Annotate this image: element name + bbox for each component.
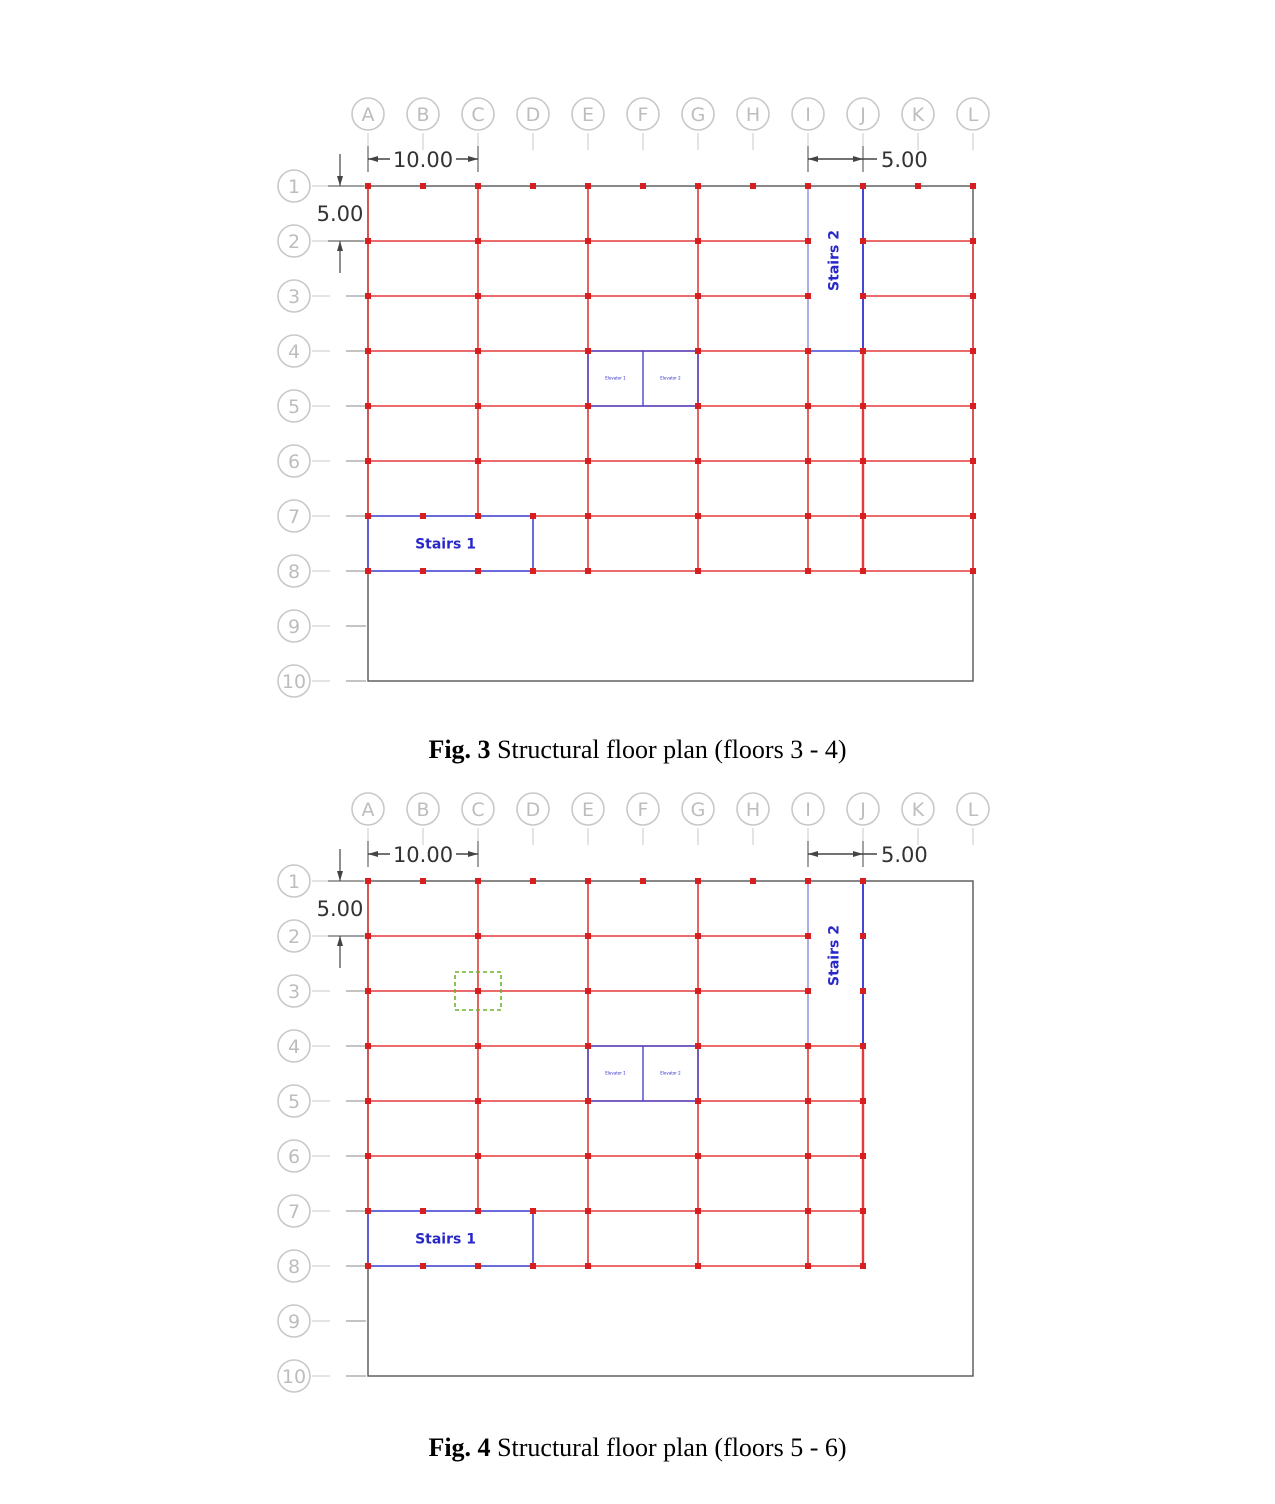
node-c-5 xyxy=(475,1098,481,1104)
grid-label-col-a: A xyxy=(361,799,375,821)
node-c-2 xyxy=(475,933,481,939)
node-a-4 xyxy=(365,1043,371,1049)
node-d-7 xyxy=(530,1208,536,1214)
node-i-2 xyxy=(805,933,811,939)
grid-label-row-10: 10 xyxy=(281,1366,307,1388)
node-e-4 xyxy=(585,348,591,354)
grid-label-row-6: 6 xyxy=(287,1146,301,1168)
dim-arrow-left xyxy=(368,851,378,857)
node-j-7 xyxy=(860,513,866,519)
grid-label-col-f: F xyxy=(637,104,649,126)
dim-label-vertical: 5.00 xyxy=(316,202,364,226)
grid-label-col-f: F xyxy=(637,799,649,821)
node-j-3 xyxy=(860,988,866,994)
node-j-3 xyxy=(860,293,866,299)
node-g-8 xyxy=(695,1263,701,1269)
figure-3-caption-label: Fig. 3 xyxy=(428,735,491,764)
grid-label-col-l: L xyxy=(967,799,979,821)
node-a-5 xyxy=(365,1098,371,1104)
node-c-3 xyxy=(475,988,481,994)
node-a-2 xyxy=(365,933,371,939)
node-l-5 xyxy=(970,403,976,409)
node-j-4 xyxy=(860,348,866,354)
node-a-8 xyxy=(365,568,371,574)
elevator-2-label: Elevator 2 xyxy=(660,375,681,381)
node-b-1 xyxy=(420,183,426,189)
node-j-5 xyxy=(860,403,866,409)
grid-label-col-g: G xyxy=(690,799,706,821)
grid-label-col-k: K xyxy=(911,799,925,821)
dim-label-horizontal-left: 10.00 xyxy=(392,843,454,867)
node-a-3 xyxy=(365,293,371,299)
node-e-8 xyxy=(585,568,591,574)
node-g-7 xyxy=(695,1208,701,1214)
node-g-3 xyxy=(695,988,701,994)
node-e-5 xyxy=(585,1098,591,1104)
node-b-8 xyxy=(420,568,426,574)
grid-label-row-7: 7 xyxy=(287,506,301,528)
node-b-7 xyxy=(420,1208,426,1214)
node-c-7 xyxy=(475,1208,481,1214)
node-c-8 xyxy=(475,1263,481,1269)
node-h-1 xyxy=(750,878,756,884)
node-c-3 xyxy=(475,293,481,299)
dim-arrow-up xyxy=(337,241,343,251)
grid-label-col-j: J xyxy=(860,799,866,821)
node-b-8 xyxy=(420,1263,426,1269)
figure-4-caption-text: Structural floor plan (floors 5 - 6) xyxy=(490,1433,847,1462)
node-i-4 xyxy=(805,1043,811,1049)
figure-3-caption-text: Structural floor plan (floors 3 - 4) xyxy=(490,735,847,764)
node-j-2 xyxy=(860,238,866,244)
dim-arrow-right-start xyxy=(808,156,818,162)
dim-label-horizontal-left: 10.00 xyxy=(392,148,454,172)
node-i-3 xyxy=(805,988,811,994)
node-j-5 xyxy=(860,1098,866,1104)
grid-label-row-7: 7 xyxy=(287,1201,301,1223)
node-j-4 xyxy=(860,1043,866,1049)
stairs-2-label: Stairs 2 xyxy=(826,925,843,986)
node-b-1 xyxy=(420,878,426,884)
dim-arrow-down xyxy=(337,871,343,881)
elevator-1-label: Elevator 1 xyxy=(605,375,626,381)
dim-label-horizontal-right: 5.00 xyxy=(881,148,928,172)
grid-label-row-10: 10 xyxy=(281,671,307,693)
dim-arrow-right-start xyxy=(808,851,818,857)
node-c-2 xyxy=(475,238,481,244)
floor-plan-floors-3-4 xyxy=(0,88,1275,708)
node-i-2 xyxy=(805,238,811,244)
figure-3 xyxy=(0,88,1275,708)
node-e-7 xyxy=(585,513,591,519)
figure-4-caption xyxy=(0,1433,1275,1463)
building-outline xyxy=(368,186,973,681)
grid-label-col-e: E xyxy=(581,104,595,126)
grid-label-row-8: 8 xyxy=(287,561,301,583)
grid-label-row-3: 3 xyxy=(287,981,301,1003)
node-d-1 xyxy=(530,183,536,189)
node-a-8 xyxy=(365,1263,371,1269)
node-e-5 xyxy=(585,403,591,409)
node-c-6 xyxy=(475,458,481,464)
dim-arrow-right-end xyxy=(853,156,863,162)
grid-label-col-l: L xyxy=(967,104,979,126)
node-j-7 xyxy=(860,1208,866,1214)
dim-arrow-left xyxy=(368,156,378,162)
node-c-8 xyxy=(475,568,481,574)
grid-label-row-4: 4 xyxy=(287,1036,301,1058)
node-e-2 xyxy=(585,933,591,939)
node-g-5 xyxy=(695,1098,701,1104)
node-j-6 xyxy=(860,1153,866,1159)
figure-4 xyxy=(0,783,1275,1403)
node-e-6 xyxy=(585,1153,591,1159)
node-i-5 xyxy=(805,403,811,409)
node-c-4 xyxy=(475,1043,481,1049)
node-g-1 xyxy=(695,878,701,884)
grid-label-col-b: B xyxy=(416,799,430,821)
node-d-1 xyxy=(530,878,536,884)
node-g-4 xyxy=(695,348,701,354)
grid-label-row-6: 6 xyxy=(287,451,301,473)
node-d-7 xyxy=(530,513,536,519)
node-e-3 xyxy=(585,988,591,994)
elevator-2-label: Elevator 2 xyxy=(660,1070,681,1076)
floor-plan-floors-5-6 xyxy=(0,783,1275,1403)
node-d-8 xyxy=(530,1263,536,1269)
node-i-8 xyxy=(805,1263,811,1269)
grid-label-col-k: K xyxy=(911,104,925,126)
node-l-8 xyxy=(970,568,976,574)
grid-label-col-c: C xyxy=(471,104,485,126)
node-e-6 xyxy=(585,458,591,464)
node-h-1 xyxy=(750,183,756,189)
grid-label-row-2: 2 xyxy=(287,231,301,253)
stairs-1-label: Stairs 1 xyxy=(415,536,476,553)
grid-label-col-b: B xyxy=(416,104,430,126)
node-c-7 xyxy=(475,513,481,519)
node-i-6 xyxy=(805,1153,811,1159)
node-l-7 xyxy=(970,513,976,519)
node-j-1 xyxy=(860,878,866,884)
node-d-8 xyxy=(530,568,536,574)
building-outline xyxy=(368,881,973,1376)
grid-label-row-5: 5 xyxy=(287,396,301,418)
node-c-5 xyxy=(475,403,481,409)
grid-label-col-d: D xyxy=(525,104,541,126)
node-j-8 xyxy=(860,1263,866,1269)
dim-label-horizontal-right: 5.00 xyxy=(881,843,928,867)
elevator-1-label: Elevator 1 xyxy=(605,1070,626,1076)
node-i-6 xyxy=(805,458,811,464)
node-i-7 xyxy=(805,513,811,519)
node-a-1 xyxy=(365,878,371,884)
grid-label-row-4: 4 xyxy=(287,341,301,363)
figure-3-caption xyxy=(0,735,1275,765)
node-i-3 xyxy=(805,293,811,299)
node-j-8 xyxy=(860,568,866,574)
stairs-2-label: Stairs 2 xyxy=(826,230,843,291)
node-a-1 xyxy=(365,183,371,189)
grid-label-col-i: I xyxy=(805,799,811,821)
node-i-8 xyxy=(805,568,811,574)
figure-4-caption-label: Fig. 4 xyxy=(428,1433,491,1462)
node-e-4 xyxy=(585,1043,591,1049)
node-g-4 xyxy=(695,1043,701,1049)
node-e-1 xyxy=(585,878,591,884)
node-i-7 xyxy=(805,1208,811,1214)
dim-arrow-right-end xyxy=(853,851,863,857)
node-g-2 xyxy=(695,238,701,244)
dim-arrow-right xyxy=(468,156,478,162)
node-i-1 xyxy=(805,878,811,884)
grid-label-col-h: H xyxy=(745,799,761,821)
node-b-7 xyxy=(420,513,426,519)
dim-arrow-up xyxy=(337,936,343,946)
node-k-1 xyxy=(915,183,921,189)
node-g-1 xyxy=(695,183,701,189)
node-f-1 xyxy=(640,878,646,884)
grid-label-col-g: G xyxy=(690,104,706,126)
node-l-6 xyxy=(970,458,976,464)
node-a-2 xyxy=(365,238,371,244)
grid-label-row-9: 9 xyxy=(287,1311,301,1333)
node-l-3 xyxy=(970,293,976,299)
node-a-3 xyxy=(365,988,371,994)
node-c-4 xyxy=(475,348,481,354)
node-g-6 xyxy=(695,1153,701,1159)
grid-label-row-5: 5 xyxy=(287,1091,301,1113)
node-a-6 xyxy=(365,1153,371,1159)
node-j-6 xyxy=(860,458,866,464)
grid-label-col-e: E xyxy=(581,799,595,821)
grid-label-col-j: J xyxy=(860,104,866,126)
node-g-7 xyxy=(695,513,701,519)
grid-label-col-a: A xyxy=(361,104,375,126)
node-j-2 xyxy=(860,933,866,939)
grid-label-col-i: I xyxy=(805,104,811,126)
node-a-4 xyxy=(365,348,371,354)
node-a-5 xyxy=(365,403,371,409)
node-i-5 xyxy=(805,1098,811,1104)
node-e-8 xyxy=(585,1263,591,1269)
node-e-1 xyxy=(585,183,591,189)
grid-label-row-3: 3 xyxy=(287,286,301,308)
node-e-2 xyxy=(585,238,591,244)
node-c-1 xyxy=(475,878,481,884)
stairs-1-label: Stairs 1 xyxy=(415,1231,476,1248)
dim-label-vertical: 5.00 xyxy=(316,897,364,921)
grid-label-col-h: H xyxy=(745,104,761,126)
node-i-1 xyxy=(805,183,811,189)
node-c-1 xyxy=(475,183,481,189)
node-e-3 xyxy=(585,293,591,299)
node-f-1 xyxy=(640,183,646,189)
node-l-1 xyxy=(970,183,976,189)
node-e-7 xyxy=(585,1208,591,1214)
grid-label-row-1: 1 xyxy=(287,871,301,893)
node-c-6 xyxy=(475,1153,481,1159)
node-g-6 xyxy=(695,458,701,464)
grid-label-row-2: 2 xyxy=(287,926,301,948)
grid-label-row-1: 1 xyxy=(287,176,301,198)
node-a-6 xyxy=(365,458,371,464)
node-a-7 xyxy=(365,513,371,519)
dim-arrow-down xyxy=(337,176,343,186)
node-a-7 xyxy=(365,1208,371,1214)
node-g-5 xyxy=(695,403,701,409)
node-l-4 xyxy=(970,348,976,354)
grid-label-row-9: 9 xyxy=(287,616,301,638)
dim-arrow-right xyxy=(468,851,478,857)
node-l-2 xyxy=(970,238,976,244)
node-g-3 xyxy=(695,293,701,299)
node-g-2 xyxy=(695,933,701,939)
grid-label-row-8: 8 xyxy=(287,1256,301,1278)
grid-label-col-d: D xyxy=(525,799,541,821)
node-j-1 xyxy=(860,183,866,189)
grid-label-col-c: C xyxy=(471,799,485,821)
node-g-8 xyxy=(695,568,701,574)
node-i-4 xyxy=(805,348,811,354)
